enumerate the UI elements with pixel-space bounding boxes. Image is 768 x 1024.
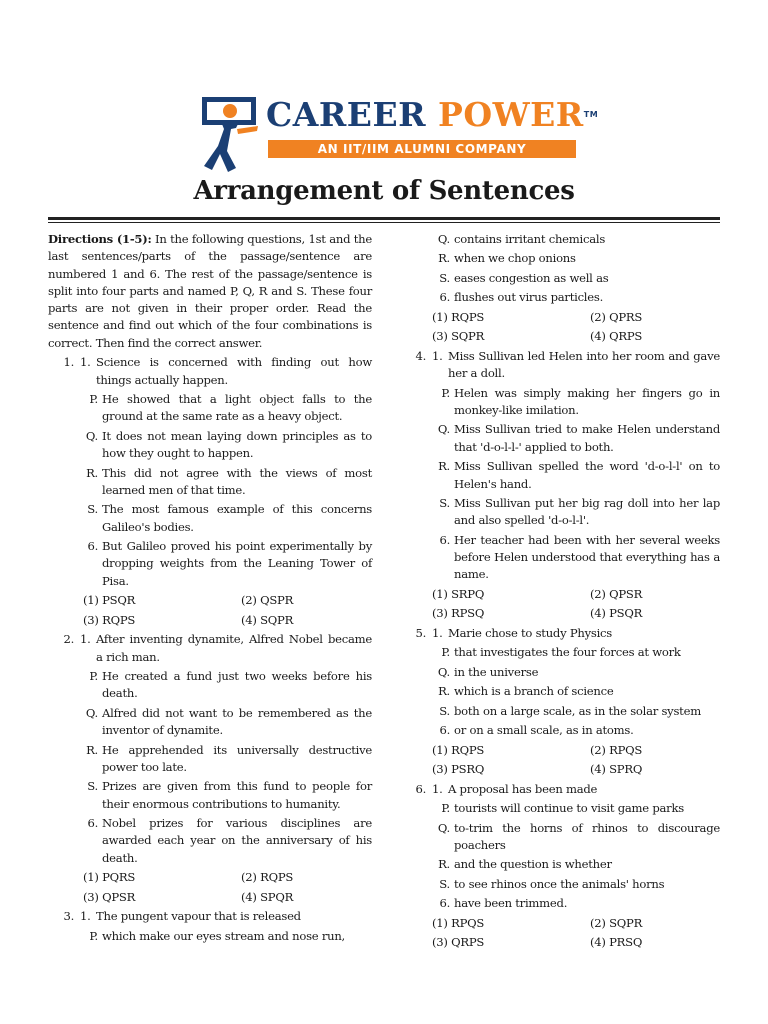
first-sentence: A proposal has been made bbox=[448, 781, 598, 796]
last-sentence: or on a small scale, as in atoms. bbox=[454, 723, 634, 738]
first-sentence: Miss Sullivan led Helen into her room and gave her a doll. bbox=[448, 348, 720, 381]
first-sentence: Science is concerned with finding out how things actually happen. bbox=[96, 355, 372, 387]
option-4: (4) PRSQ bbox=[590, 935, 643, 950]
part-r: which is a branch of science bbox=[454, 684, 614, 699]
option-3: (3) RQPS bbox=[83, 612, 136, 627]
part-s: eases congestion as well as bbox=[454, 270, 609, 285]
part-q: in the universe bbox=[454, 664, 539, 679]
part-s: both on a large scale, as in the solar system bbox=[454, 703, 701, 718]
question-number: 3. bbox=[63, 909, 74, 924]
option-2: (2) SQPR bbox=[590, 915, 643, 930]
question-1: 1. 1. Science is concerned with finding out how things actually happen. P. He showed that a light object falls to the ground at the same rate as a heavy object. Q. It does not mean laying down principles as to how they ought to happen. R. This did not agree with the views of most learned men of that time. S. The most famous example of this concerns Galileo's bodies. 6. But Galileo proved his point experimentally by dropping weights from the Leaning Tower of Pisa. (1) PSQR (2) QSPR (3) RQPS (4) SQPR bbox=[48, 354, 372, 629]
option-1: (1) RQPS bbox=[432, 309, 485, 324]
part-s: Miss Sullivan put her big rag doll into her lap and also spelled 'd-o-l-l'. bbox=[454, 496, 720, 528]
right-column bbox=[410, 231, 720, 952]
career-power-logo bbox=[200, 95, 599, 176]
option-3: (3) RPSQ bbox=[432, 606, 485, 621]
page-title: Arrangement of Sentences bbox=[193, 176, 575, 206]
option-3: (3) PSRQ bbox=[432, 762, 485, 777]
option-1: (1) RQPS bbox=[432, 742, 485, 757]
question-6: 6. 1. A proposal has been made P. tourists will continue to visit game parks Q. to-trim the horns of rhinos to discourage poachers R. and the question is whether S. to see rhinos once the animals' horns 6. have been trimmed. (1) RPQS (2) SQPR (3) QRPS (4) PRSQ bbox=[410, 781, 720, 952]
last-sentence: have been trimmed. bbox=[454, 896, 568, 911]
question-number: 1. bbox=[63, 355, 74, 370]
part-r: He apprehended its universally destructive power too late. bbox=[102, 742, 372, 774]
part-p: He showed that a light object falls to the ground at the same rate as a heavy object. bbox=[102, 392, 372, 424]
option-1: (1) RPQS bbox=[432, 915, 485, 930]
answer-options bbox=[410, 742, 720, 779]
question-2: 2. 1. After inventing dynamite, Alfred Nobel became a rich man. P. He created a fund just two weeks before his death. Q. Alfred did not want to be remembered as the inventor of dynamite. R. He apprehended its universally destructive power too late. S. Prizes are given from this fund to people for their enormous contributions to humanity. 6. Nobel prizes for various disciplines are awarded each year on the anniversary of his death. (1) PQRS (2) RQPS (3) QPSR (4) SPQR bbox=[48, 631, 372, 906]
directions-text: In the following questions, 1st and the last sentences/parts of the passage/sentence are numbered 1 and 6. The rest of the passage/sentence is split into four parts and named P, Q, R and S. These four parts are not given in their proper order. Read the sentence and find out which of the four combinations is correct. Then find the correct answer. bbox=[48, 232, 372, 350]
trademark: TM bbox=[583, 110, 599, 119]
option-3: (3) QRPS bbox=[432, 935, 485, 950]
question-3: 3. 1. The pungent vapour that is released P. which make our eyes stream and nose run, bbox=[48, 908, 372, 945]
option-4: (4) SPRQ bbox=[590, 762, 643, 777]
option-2: (2) QSPR bbox=[241, 593, 294, 608]
part-p: He created a fund just two weeks before his death. bbox=[102, 669, 372, 701]
question-number: 6. bbox=[415, 781, 426, 796]
option-4: (4) PSQR bbox=[590, 606, 643, 621]
first-sentence: Marie chose to study Physics bbox=[448, 625, 612, 640]
part-r: when we chop onions bbox=[454, 251, 576, 266]
answer-options bbox=[48, 592, 372, 629]
last-sentence: Nobel prizes for various disciplines are awarded each year on the anniversary of his death. bbox=[102, 816, 372, 865]
part-s: The most famous example of this concerns Galileo's bodies. bbox=[102, 502, 372, 534]
left-column bbox=[48, 231, 372, 945]
option-1: (1) PSQR bbox=[83, 593, 136, 608]
brand-tagline: AN IIT/IIM ALUMNI COMPANY bbox=[268, 140, 576, 158]
option-2: (2) RPQS bbox=[590, 742, 643, 757]
title-rule-thin bbox=[48, 222, 720, 223]
question-4: 4. 1. Miss Sullivan led Helen into her room and gave her a doll. P. Helen was simply making her fingers go in monkey-like imilation. Q. Miss Sullivan tried to make Helen understand that 'd-o-l-l-' applied to both. R. Miss Sullivan spelled the word 'd-o-l-l' on to Helen's hand. S. Miss Sullivan put her big rag doll into her lap and also spelled 'd-o-l-l'. 6. Her teacher had been with her several weeks before Helen understood that everything has a name. (1) SRPQ (2) QPSR (3) RPSQ (4) PSQR bbox=[410, 348, 720, 623]
logo-figure-icon bbox=[200, 96, 260, 174]
brand-name bbox=[266, 96, 598, 134]
answer-options bbox=[410, 309, 720, 346]
answer-options bbox=[410, 915, 720, 952]
first-sentence: The pungent vapour that is released bbox=[96, 909, 301, 924]
part-q: It does not mean laying down principles as to how they ought to happen. bbox=[102, 428, 372, 461]
question-number: 5. bbox=[415, 625, 426, 640]
question-3-continued: Q. contains irritant chemicals R. when we chop onions S. eases congestion as well as 6. flushes out virus particles. (1) RQPS (2) QPRS (3) SQPR (4) QRPS bbox=[410, 231, 720, 346]
last-sentence: flushes out virus particles. bbox=[454, 290, 604, 305]
question-number: 4. bbox=[415, 348, 426, 363]
part-q: contains irritant chemicals bbox=[454, 232, 606, 246]
last-sentence: But Galileo proved his point experimentally by dropping weights from the Leaning Tower of Pisa. bbox=[102, 539, 372, 588]
part-q: to-trim the horns of rhinos to discourage poachers bbox=[454, 820, 720, 852]
part-s: to see rhinos once the animals' horns bbox=[454, 876, 665, 891]
question-5: 5. 1. Marie chose to study Physics P. that investigates the four forces at work Q. in the universe R. which is a branch of science S. both on a large scale, as in the solar system 6. or on a small scale, as in atoms. (1) RQPS (2) RPQS (3) PSRQ (4) SPRQ bbox=[410, 625, 720, 779]
part-p: Helen was simply making her fingers go in monkey-like imilation. bbox=[454, 385, 720, 417]
part-q: Alfred did not want to be remembered as the inventor of dynamite. bbox=[102, 705, 372, 738]
part-p: that investigates the four forces at work bbox=[454, 645, 681, 660]
question-number: 2. bbox=[63, 632, 74, 647]
part-p: which make our eyes stream and nose run, bbox=[102, 928, 345, 943]
directions-heading: Directions (1-5): bbox=[48, 232, 152, 246]
last-sentence: Her teacher had been with her several weeks before Helen understood that everything has a name. bbox=[454, 532, 720, 582]
option-1: (1) SRPQ bbox=[432, 586, 485, 601]
option-2: (2) RQPS bbox=[241, 870, 294, 885]
answer-options bbox=[410, 586, 720, 623]
part-r: Miss Sullivan spelled the word 'd-o-l-l' on to Helen's hand. bbox=[454, 459, 720, 491]
brand-career: CAREER bbox=[266, 95, 427, 134]
option-2: (2) QPSR bbox=[590, 586, 643, 601]
option-3: (3) SQPR bbox=[432, 329, 485, 344]
part-r: This did not agree with the views of most learned men of that time. bbox=[102, 465, 372, 497]
part-p: tourists will continue to visit game parks bbox=[454, 801, 684, 816]
part-q: Miss Sullivan tried to make Helen understand that 'd-o-l-l-' applied to both. bbox=[454, 422, 720, 454]
option-4: (4) QRPS bbox=[590, 329, 643, 344]
directions bbox=[48, 231, 372, 352]
option-2: (2) QPRS bbox=[590, 309, 643, 324]
first-sentence: After inventing dynamite, Alfred Nobel became a rich man. bbox=[96, 632, 372, 664]
option-1: (1) PQRS bbox=[83, 870, 136, 885]
brand-power: POWER bbox=[438, 95, 584, 134]
answer-options bbox=[48, 869, 372, 906]
page-header bbox=[0, 0, 768, 215]
option-4: (4) SPQR bbox=[241, 889, 294, 904]
title-rule-thick bbox=[48, 217, 720, 220]
part-r: and the question is whether bbox=[454, 857, 612, 872]
option-3: (3) QPSR bbox=[83, 889, 136, 904]
option-4: (4) SQPR bbox=[241, 612, 294, 627]
part-s: Prizes are given from this fund to people for their enormous contributions to humanity. bbox=[102, 779, 372, 811]
